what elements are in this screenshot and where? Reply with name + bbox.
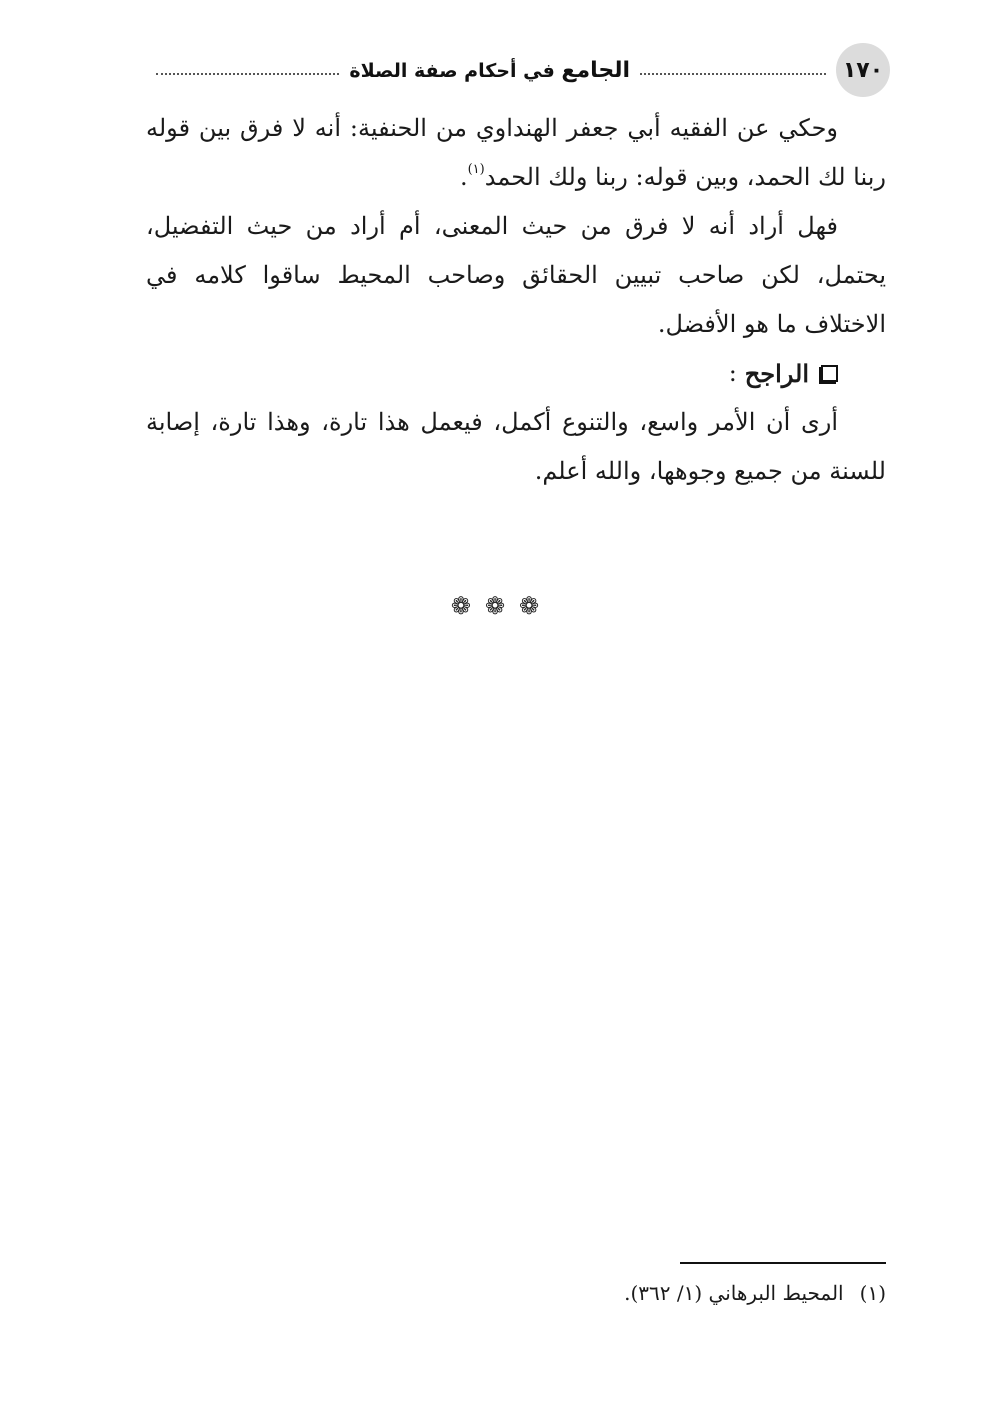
- paragraph-1-text: وحكي عن الفقيه أبي جعفر الهنداوي من الحنفية: أنه لا فرق بين قوله ربنا لك الحمد، وبين قوله: ربنا ولك الحمد: [146, 114, 886, 191]
- footnote-text: المحيط البرهاني (١/ ٣٦٢).: [624, 1281, 844, 1305]
- header-dotted-leader-left: [156, 73, 339, 75]
- page-number: ١٧٠: [836, 43, 890, 97]
- flower-ornament-icon: ❁: [484, 592, 520, 620]
- paragraph-3: أرى أن الأمر واسع، والتنوع أكمل، فيعمل هذا تارة، وهذا تارة، إصابة للسنة من جميع وجوهها، والله أعلم.: [146, 408, 886, 485]
- section-heading-rajih: [146, 349, 886, 398]
- footnote-1: [146, 1276, 886, 1310]
- footnote-reference[interactable]: (١): [467, 162, 485, 177]
- running-title-main: الجامع: [561, 57, 630, 83]
- paragraph-1-end: .: [459, 163, 468, 191]
- main-text: [146, 104, 886, 496]
- ornamental-separator: [0, 592, 1004, 620]
- footnote-number: (١): [859, 1281, 886, 1305]
- paragraph-2: فهل أراد أنه لا فرق من حيث المعنى، أم أراد من حيث التفضيل، يحتمل، لكن صاحب تبيين الحقائق وصاحب المحيط ساقوا كلامه في الاختلاف ما هو الأفضل.: [146, 212, 886, 338]
- flower-ornament-icon: ❁: [450, 592, 485, 620]
- flower-ornament-icon: ❁: [519, 592, 554, 620]
- header-dotted-leader-right: [640, 73, 826, 75]
- page-header: [146, 44, 890, 96]
- paragraph-1: [146, 104, 886, 202]
- running-title: [349, 58, 630, 83]
- running-title-rest: أحكام صفة الصلاة: [349, 59, 517, 82]
- square-checkbox-icon: [821, 365, 838, 382]
- running-title-prefix: في: [523, 59, 555, 82]
- section-heading-colon: :: [728, 359, 737, 387]
- section-heading-label: الراجح: [744, 359, 809, 388]
- footnote-divider: [680, 1262, 886, 1264]
